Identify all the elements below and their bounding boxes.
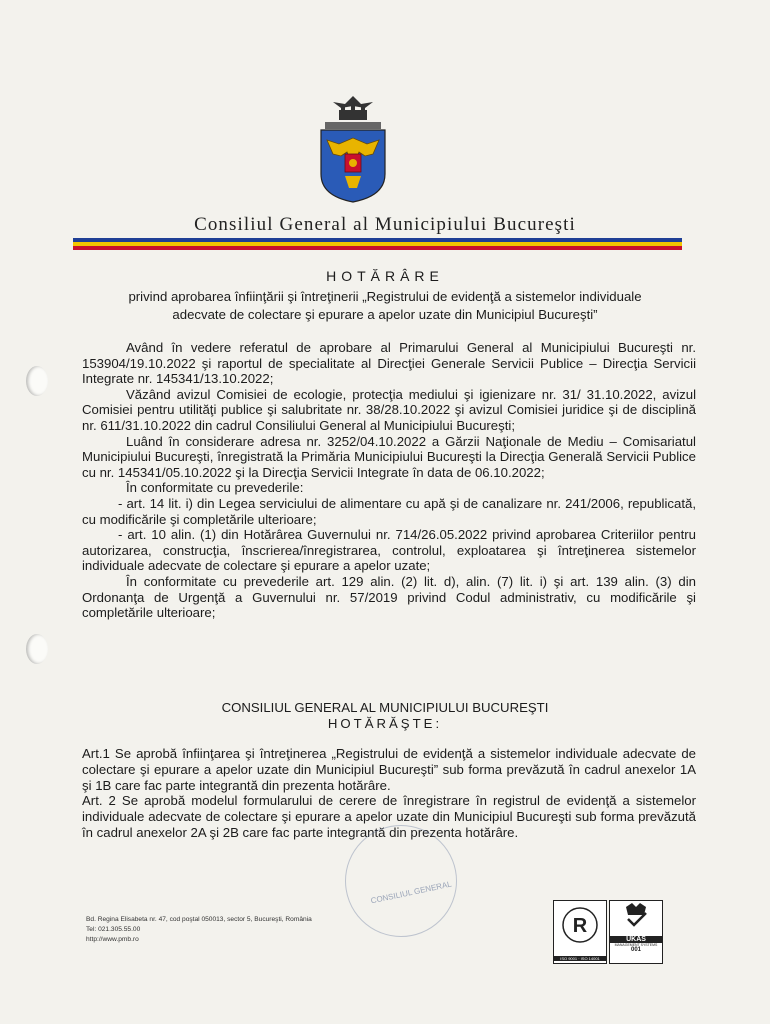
stamp-text: CONSILIUL GENERAL [369, 879, 453, 906]
preamble-paragraph: Având în vedere referatul de aprobare al Primarului General al Municipiului Bucureşti nr. 153904/19.10.2022 şi raportul de specialitate al Direcţiei Generale Servicii Publice – Direcţia Servicii Integrate nr. 145341/13.10.2022; [82, 340, 696, 387]
document-heading: HOTĂRÂRE [326, 268, 444, 284]
footer-contact [86, 915, 312, 945]
article-1: Art.1 Se aprobă înfiinţarea şi întreţinerea „Registrului de evidenţă a sistemelor individuale adecvate de colectare şi epurare a apelor uzate din Municipiul Bucureşti” sub forma prevăzută în cadrul anexelor 1A şi 1B care fac parte integrantă din prezenta hotărâre. [82, 746, 696, 793]
article-2: Art. 2 Se aprobă modelul formularului de cerere de înregistrare în registrul de evidenţă a sistemelor individuale adecvate de colectare şi epurare a apelor uzate din Municipiul Bucureşti sub forma prevăzută în cadrul anexelor 2A şi 2B care fac parte integrantă din prezenta hotărâre. [82, 793, 696, 840]
preamble-paragraph: Luând în considerare adresa nr. 3252/04.10.2022 a Gărzii Naţionale de Mediu – Comisariatul Municipiului Bucureşti, înregistrată la Primăria Municipiului Bucureşti la Direcţia Generală Servicii Publice cu nr. 145341/05.10.2022 şi la Direcţia Servicii Integrate în data de 06.10.2022; [82, 433, 696, 480]
preamble-paragraph: - art. 10 alin. (1) din Hotărârea Guvernului nr. 714/26.05.2022 privind aprobarea Criteriilor pentru autorizarea, construcţia, înscrierea/înregistrarea, controlul, exploatarea şi întreţinerea sistemelor individuale adecvate de colectare şi epurare a apelor uzate; [82, 527, 696, 574]
punch-hole-top [26, 366, 48, 396]
preamble-paragraph: Văzând avizul Comisiei de ecologie, protecţia mediului şi igienizare nr. 31/ 31.10.2022, avizul Comisiei pentru utilităţi publice şi salubritate nr. 38/28.10.2022 şi avizul Comisiei juridice şi de disciplină nr. 611/31.10.2022 din cadrul Consiliului General al Municipiului Bucureşti; [82, 386, 696, 433]
subtitle-line-2: adecvate de colectare şi epurare a apelor uzate din Municipiul Bucureşti” [172, 306, 598, 322]
tricolor-red [73, 246, 682, 250]
bucharest-coat-of-arms-icon [311, 92, 395, 204]
preamble [82, 340, 696, 621]
iso-label: ISO 9001 · ISO 14001 [554, 956, 606, 961]
preamble-paragraph: În conformitate cu prevederile: [126, 480, 304, 496]
iso-certification-badge [553, 900, 607, 964]
council-declaration [0, 700, 770, 731]
ukas-certification-badge [609, 900, 663, 964]
council-name: CONSILIUL GENERAL AL MUNICIPIULUI BUCUREŞTI [221, 700, 549, 715]
ukas-number: 001 [630, 947, 641, 953]
ukas-label: UKAS [610, 936, 662, 943]
footer-website: http://www.pmb.ro [86, 936, 139, 943]
punch-hole-bottom [26, 634, 48, 664]
svg-text:R: R [572, 915, 588, 937]
council-verb: HOTĂRĂŞTE: [327, 715, 443, 731]
ukas-subtitle: MANAGEMENT SYSTEMS [614, 943, 658, 947]
footer-phone: Tel: 021.305.55.00 [86, 926, 141, 933]
registered-mark-icon [554, 901, 606, 951]
preamble-paragraph: - art. 14 lit. i) din Legea serviciului de alimentare cu apă şi de canalizare nr. 241/2006, republicată, cu modificările şi completările ulterioare; [82, 495, 696, 527]
preamble-paragraph: În conformitate cu prevederile art. 129 alin. (2) lit. d), alin. (7) lit. i) şi art. 139 alin. (3) din Ordonanţa de Urgenţă a Guvernului nr. 57/2019 privind Codul administrativ, cu modificările şi completările ulterioare; [82, 573, 696, 621]
footer-address: Bd. Regina Elisabeta nr. 47, cod poştal 050013, sector 5, Bucureşti, România [86, 916, 312, 923]
ukas-crown-check-icon [610, 901, 662, 931]
subtitle-line-1: privind aprobarea înfiinţării şi întreţinerii „Registrului de evidenţă a sistemelor individuale [128, 289, 642, 304]
document-subtitle [70, 288, 700, 323]
organization-name: Consiliul General al Municipiului Bucureşti [194, 214, 576, 235]
tricolor-divider [73, 238, 682, 250]
